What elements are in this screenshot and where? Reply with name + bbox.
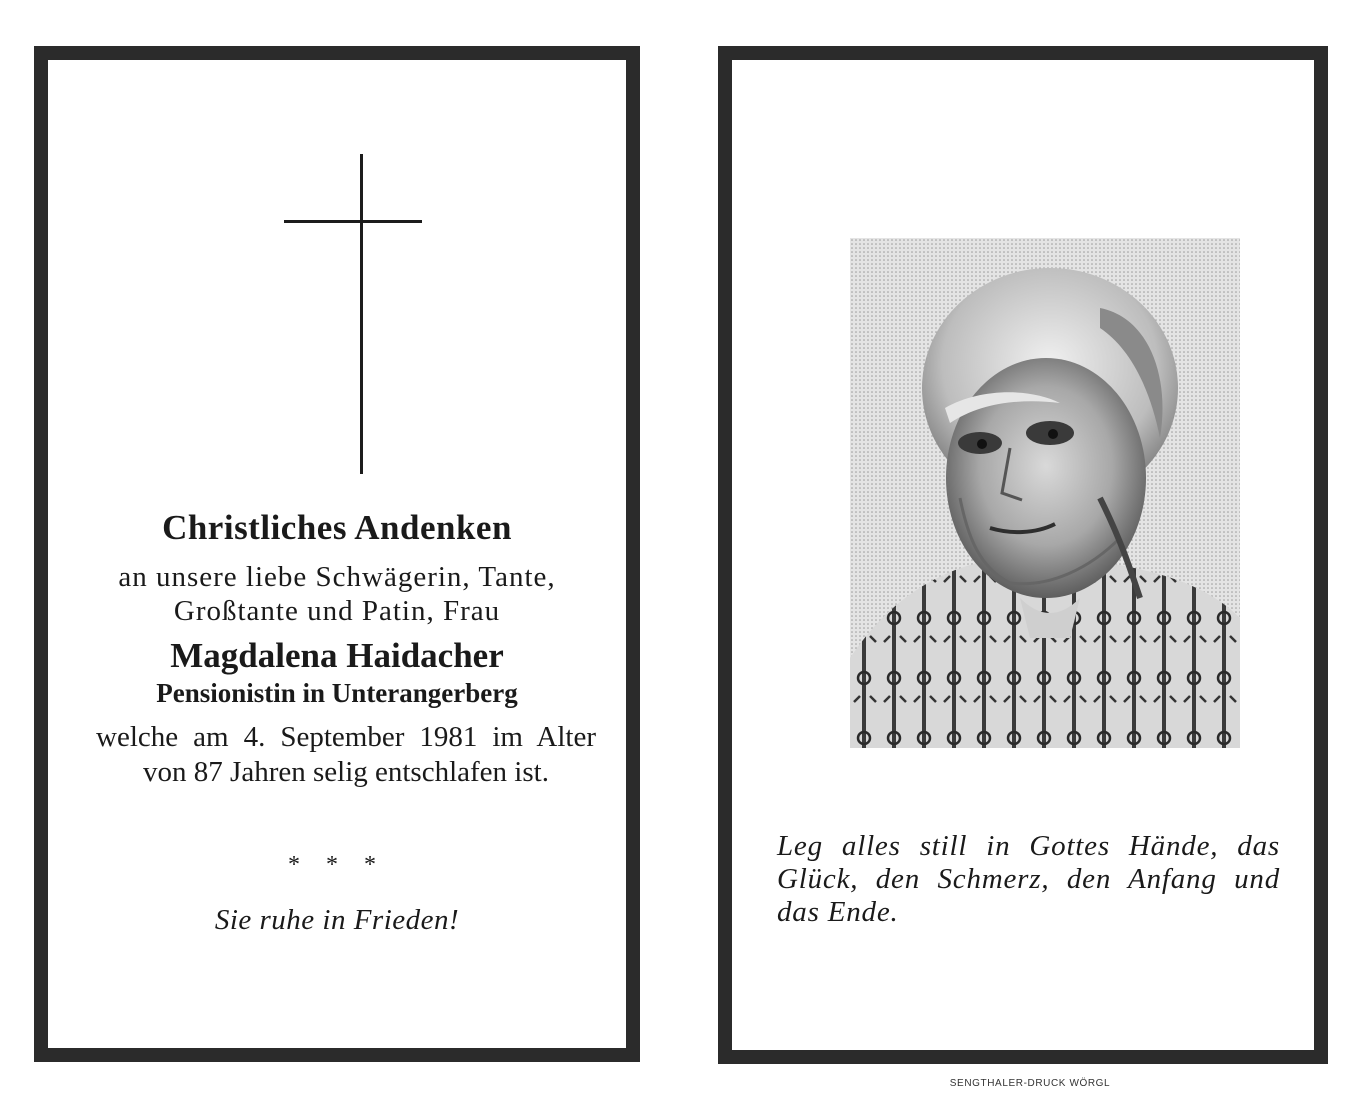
cross-icon xyxy=(360,154,363,474)
farewell-text: Sie ruhe in Frieden! xyxy=(214,904,460,936)
memorial-heading: Christliches Andenken xyxy=(162,508,512,547)
memorial-card-right xyxy=(718,46,1328,1064)
separator-stars: * * * xyxy=(288,852,386,878)
printer-credit: SENGTHALER-DRUCK WÖRGL xyxy=(949,1078,1111,1089)
cross-icon-crossbar xyxy=(284,220,422,223)
dedication-line-1: an unsere liebe Schwägerin, Tante, xyxy=(118,561,556,593)
memorial-card-left xyxy=(34,46,640,1062)
verse-text: Leg alles still in Gottes Hände, das Glück, den Schmerz, den Anfang und das Ende. xyxy=(777,830,1280,928)
dedication-line-2: Großtante und Patin, Frau xyxy=(173,595,501,627)
obituary-text: welche am 4. September 1981 im Alter von 87 Jahren selig entschlafen ist. xyxy=(96,721,596,788)
portrait-photo xyxy=(850,238,1240,748)
dedication-text xyxy=(48,560,626,628)
deceased-occupation: Pensionistin in Unterangerberg xyxy=(156,678,518,708)
deceased-name: Magdalena Haidacher xyxy=(170,636,504,675)
